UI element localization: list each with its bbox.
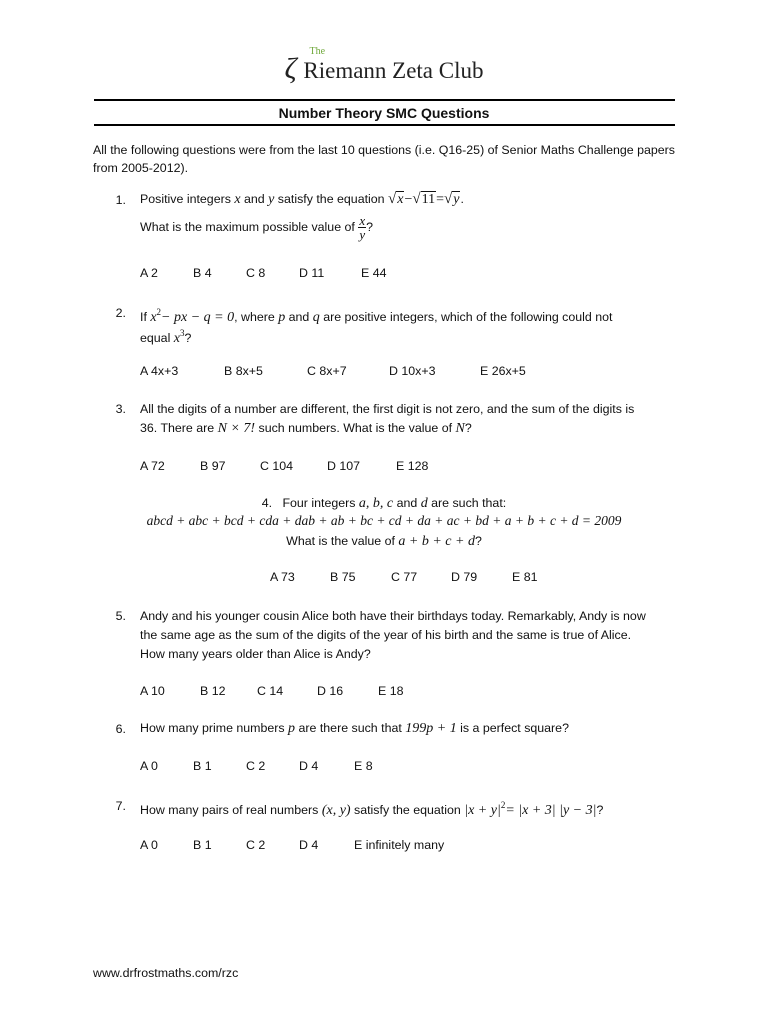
q1-line1: Positive integers x and y satisfy the equation √x−√11=√y. [140,191,464,207]
q4-option-d: D 79 [451,570,478,584]
q3-option-d: D 107 [327,459,361,473]
q7-options [140,838,444,852]
q5-option-b: B 12 [200,684,226,698]
page-title: Number Theory SMC Questions [278,105,490,121]
intro-text: All the following questions were from the last 10 questions (i.e. Q16-25) of Senior Maths Challenge papers from 2005-2012). [93,143,675,175]
q6-option-c: C 2 [246,759,266,773]
q4-option-c: C 77 [391,570,418,584]
q7-option-c: C 2 [246,838,266,852]
q1-fraction: $\frac{x}{y}$ [359,213,366,242]
q5-line2: the same age as the sum of the digits of the year of his birth and the same is true of Alice. [140,628,632,642]
q6-option-d: D 4 [299,759,319,773]
q5-options [140,684,404,698]
q3-option-c: C 104 [260,459,294,473]
q1-option-d: D 11 [299,266,325,280]
logo-name: Riemann Zeta Club [303,58,484,83]
q7-option-b: B 1 [193,838,212,852]
q2-option-c: C 8x+7 [307,364,347,378]
q5-option-c: C 14 [257,684,284,698]
q6-options [140,759,373,773]
q4-line1: 4. Four integers a, b, c and d are such that: [261,496,507,511]
q3-option-a: A 72 [140,459,165,473]
q3-line2: 36. There are N × 7! such numbers. What is the value of N? [140,421,472,436]
q1-option-a: A 2 [140,266,158,280]
q5-number: 5. [115,609,126,623]
q7-option-a: A 0 [140,838,158,852]
q6-option-b: B 1 [193,759,212,773]
q5-line1: Andy and his younger cousin Alice both have their birthdays today. Remarkably, Andy is now [140,609,646,623]
q5-option-d: D 16 [317,684,344,698]
q5-option-a: A 10 [140,684,165,698]
q4-option-a: A 73 [270,570,295,584]
q1-line2: What is the maximum possible value of $\frac{x}{y}$ ? [140,213,373,242]
club-logo [0,46,768,86]
q1-option-c: C 8 [246,266,266,280]
q1-number: 1. [115,193,126,207]
q2-options [140,364,526,378]
q4-option-b: B 75 [330,570,356,584]
q7-line1: How many pairs of real numbers (x, y) satisfy the equation $|x + y|^2= |x + 3|$ |y − 3|? [140,800,604,818]
q1-option-e: E 44 [361,266,387,280]
logo-the: The [309,46,326,57]
footer-url: www.drfrostmaths.com/rzc [93,966,239,980]
q3-number: 3. [115,402,126,416]
q4-equation: abcd + abc + bcd + cda + dab + ab + bc + cd + da + ac + bd + a + b + c + d = 2009 [146,513,622,528]
q3-option-b: B 97 [200,459,226,473]
q5-line3: How many years older than Alice is Andy? [140,647,371,661]
q3-option-e: E 128 [396,459,429,473]
q1-options [140,266,387,280]
q6-line1: How many prime numbers p are there such that 199p + 1 is a perfect square? [140,721,569,736]
q2-option-b: B 8x+5 [224,364,263,378]
q2-option-d: D 10x+3 [389,364,436,378]
q2-number: 2. [115,306,126,320]
q7-option-d: D 4 [299,838,319,852]
q7-option-e: E infinitely many [354,838,445,852]
zeta-symbol: ζ [284,52,297,85]
q6-number: 6. [115,722,126,736]
q4-option-e: E 81 [512,570,538,584]
q3-options [140,459,428,473]
q2-option-e: E 26x+5 [480,364,526,378]
q2-line1: If $x^2-$ px − q = 0, where p and q are positive integers, which of the following could not [140,307,613,325]
q5-option-e: E 18 [378,684,404,698]
q3-line1: All the digits of a number are different, the first digit is not zero, and the sum of the digits is [140,402,635,416]
q1-option-b: B 4 [193,266,212,280]
q2-line2: equal $x^3$? [140,328,192,346]
q6-option-a: A 0 [140,759,158,773]
title-rule [94,124,675,126]
q6-option-e: E 8 [354,759,373,773]
top-rule [94,99,675,101]
q2-option-a: A 4x+3 [140,364,179,378]
q4-options [270,570,538,584]
q4-line3: What is the value of a + b + c + d? [286,534,482,549]
q7-number: 7. [115,799,126,813]
